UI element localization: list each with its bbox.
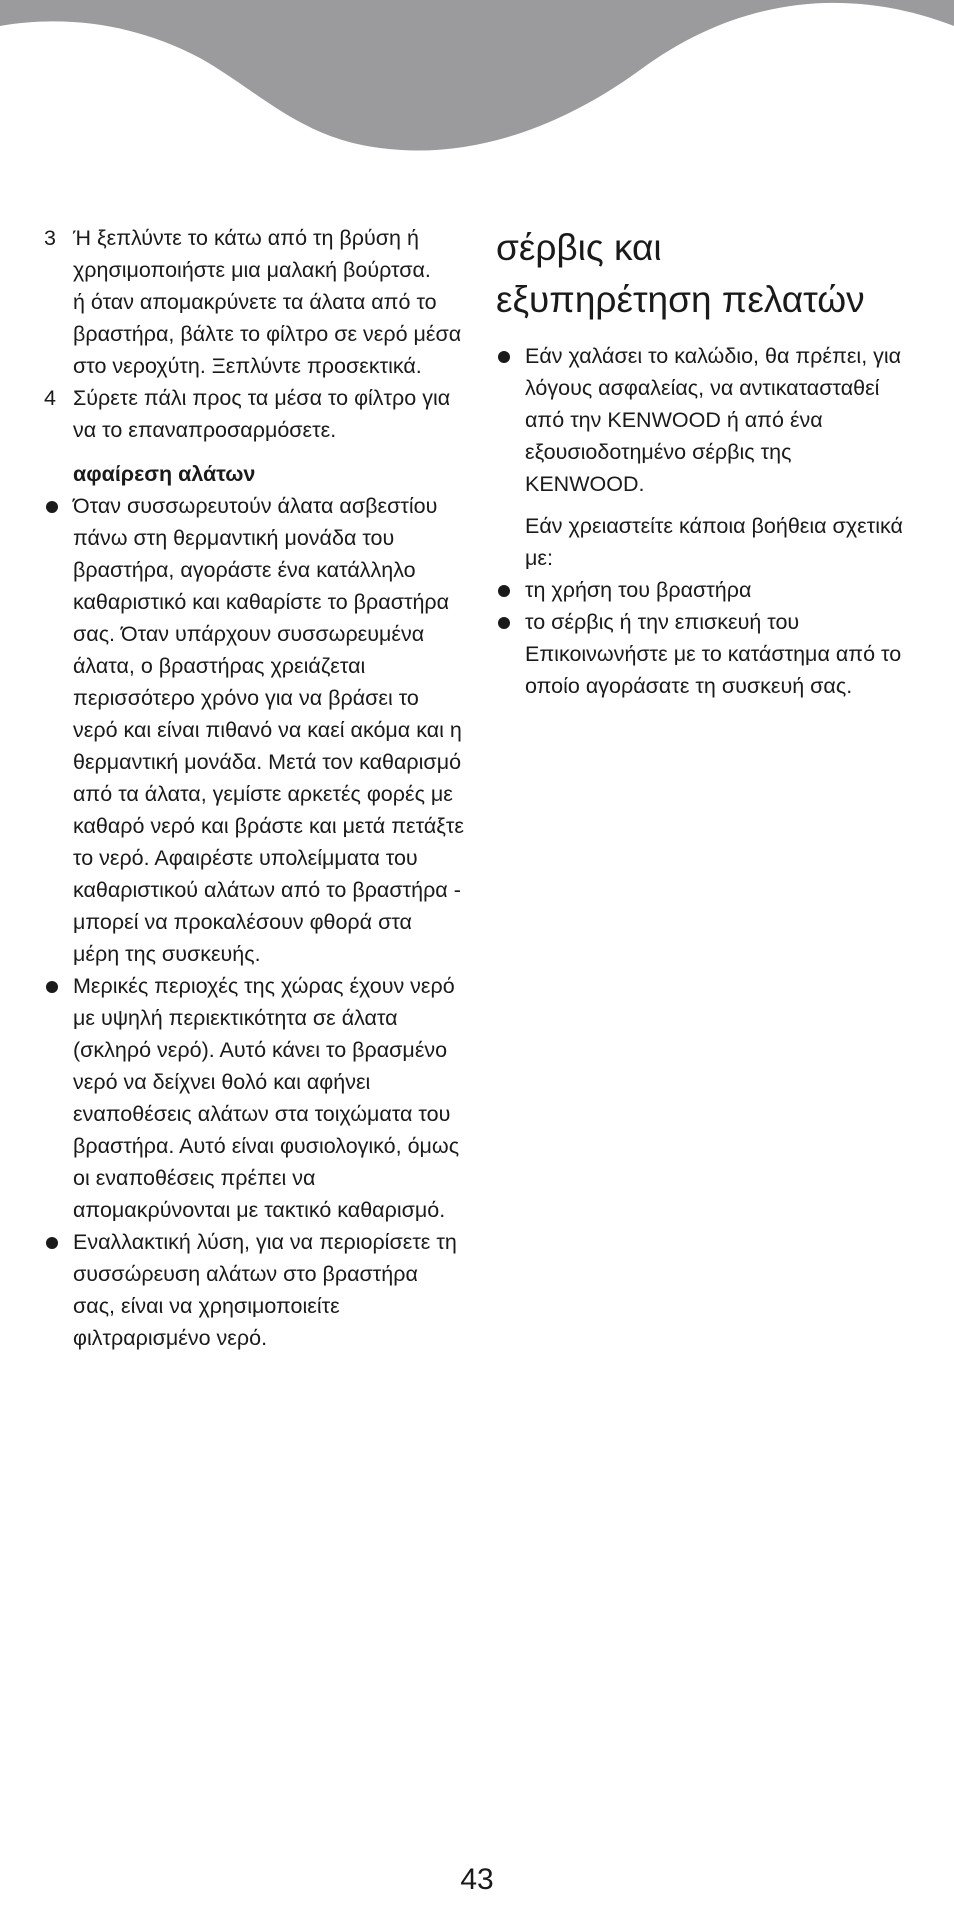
descaling-heading: αφαίρεση αλάτων: [73, 462, 256, 486]
bullet-icon: [44, 490, 73, 522]
bullet-text: Εάν χαλάσει το καλώδιο, θα πρέπει, για λόγους ασφαλείας, να αντικατασταθεί από την KENWOOD ή από ένα εξουσιοδοτημένο σέρβις της KENWOOD.: [525, 344, 902, 496]
step-number: 4: [44, 386, 56, 410]
list-item: [496, 606, 916, 702]
list-item: [496, 574, 916, 606]
step-4-text: Σύρετε πάλι προς τα μέσα το φίλτρο για να το επαναπροσαρμόσετε.: [73, 386, 451, 442]
list-item: [44, 490, 464, 970]
page-number: 43: [460, 1863, 494, 1896]
bullet-text: Όταν συσσωρευτούν άλατα ασβεστίου πάνω στη θερμαντική μονάδα του βραστήρα, αγοράστε ένα κατάλληλο καθαριστικό και καθαρίστε το βραστήρα σας. Όταν υπάρχουν συσσωρευμένα άλατα, ο βραστήρας χρειάζεται περισσότερο χρόνο για να βράσει το νερό και είναι πιθανό να καεί ακόμα και η θερμαντική μονάδα. Μετά τον καθαρισμό από τα άλατα, γεμίστε αρκετές φορές με καθαρό νερό και βράστε και μετά πετάξτε το νερό. Αφαιρέστε υπολείμματα του καθαριστικού αλάτων από το βραστήρα - μπορεί να προκαλέσουν φθορά στα μέρη της συσκευής.: [73, 494, 464, 966]
bullet-icon: [496, 606, 525, 638]
help-intro: Εάν χρειαστείτε κάποια βοήθεια σχετικά με:: [525, 514, 903, 570]
right-column: [496, 222, 916, 702]
list-item: [44, 1226, 464, 1354]
bullet-icon: [496, 340, 525, 372]
section-title-line-2: εξυπηρέτηση πελατών: [496, 279, 865, 320]
section-title-line-1: σέρβις και: [496, 227, 662, 268]
step-number: 3: [44, 226, 56, 250]
step-3: [44, 222, 464, 382]
header-wave-band: [0, 0, 954, 160]
list-item: [496, 340, 916, 500]
section-title: [496, 222, 916, 326]
left-column: [44, 222, 464, 1354]
step-3-line-1: Ή ξεπλύντε το κάτω από τη βρύση ή χρησιμοποιήστε μια μαλακή βούρτσα.: [73, 226, 431, 282]
bullet-text: Μερικές περιοχές της χώρας έχουν νερό με υψηλή περιεκτικότητα σε άλατα (σκληρό νερό). Αυτό κάνει το βρασμένο νερό να δείχνει θολό και αφήνει εναποθέσεις αλάτων στα τοιχώματα του βραστήρα. Αυτό είναι φυσιολογικό, όμως οι εναποθέσεις πρέπει να απομακρύνονται με τακτικό καθαρισμό.: [73, 974, 460, 1222]
bullet-icon: [496, 574, 525, 606]
bullet-icon: [44, 970, 73, 1002]
step-3-text: [73, 222, 464, 382]
bullet-text: τη χρήση του βραστήρα: [525, 578, 752, 602]
step-3-line-2: ή όταν απομακρύνετε τα άλατα από το βραστήρα, βάλτε το φίλτρο σε νερό μέσα στο νεροχύτη. Ξεπλύντε προσεκτικά.: [73, 290, 462, 378]
step-4: [44, 382, 464, 446]
list-item: [44, 970, 464, 1226]
bullet-text: Εναλλακτική λύση, για να περιορίσετε τη συσσώρευση αλάτων στο βραστήρα σας, είναι να χρησιμοποιείτε φιλτραρισμένο νερό.: [73, 1230, 457, 1350]
bullet-icon: [44, 1226, 73, 1258]
bullet-text: το σέρβις ή την επισκευή του Επικοινωνήστε με το κατάστημα από το οποίο αγοράσατε τη συσκευή σας.: [525, 610, 902, 698]
